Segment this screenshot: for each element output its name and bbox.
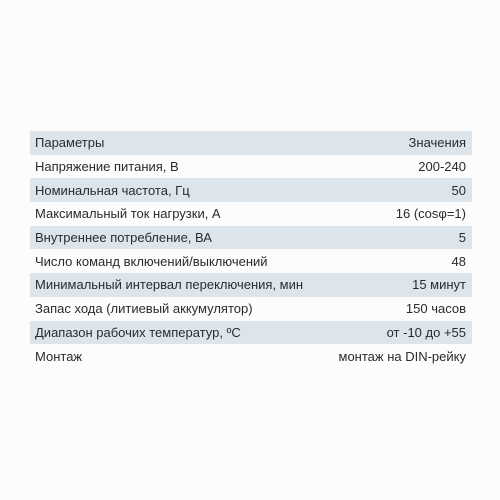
row-value: монтаж на DIN-рейку <box>338 348 466 364</box>
row-parameter: Число команд включений/выключений <box>35 253 268 269</box>
specifications-table <box>30 131 472 368</box>
row-value: 5 <box>330 226 472 250</box>
table-row <box>30 321 472 345</box>
table-row <box>30 202 472 226</box>
row-parameter: Минимальный интервал переключения, мин <box>30 273 330 297</box>
row-parameter: Номинальная частота, Гц <box>30 178 330 202</box>
row-parameter: Максимальный ток нагрузки, А <box>35 206 221 222</box>
header-parameters: Параметры <box>30 131 330 155</box>
table-row <box>30 273 472 297</box>
table-row <box>30 249 472 273</box>
table-row <box>30 344 472 368</box>
table-row <box>30 155 472 179</box>
row-parameter: Запас хода (литиевый аккумулятор) <box>35 301 253 317</box>
header-values: Значения <box>330 131 472 155</box>
row-parameter: Внутреннее потребление, ВА <box>30 226 330 250</box>
table-row <box>30 297 472 321</box>
row-value: 150 часов <box>405 301 466 317</box>
row-parameter: Диапазон рабочих температур, ºС <box>30 321 330 345</box>
row-value: 16 (cosφ=1) <box>395 206 466 222</box>
table-row <box>30 178 472 202</box>
row-value: 50 <box>330 178 472 202</box>
row-value: 48 <box>451 253 466 269</box>
table-header-row <box>30 131 472 155</box>
row-parameter: Напряжение питания, В <box>35 159 179 175</box>
row-value: от -10 до +55 <box>330 321 472 345</box>
row-parameter: Монтаж <box>35 348 83 364</box>
row-value: 15 минут <box>330 273 472 297</box>
row-value: 200-240 <box>418 159 466 175</box>
table-row <box>30 226 472 250</box>
